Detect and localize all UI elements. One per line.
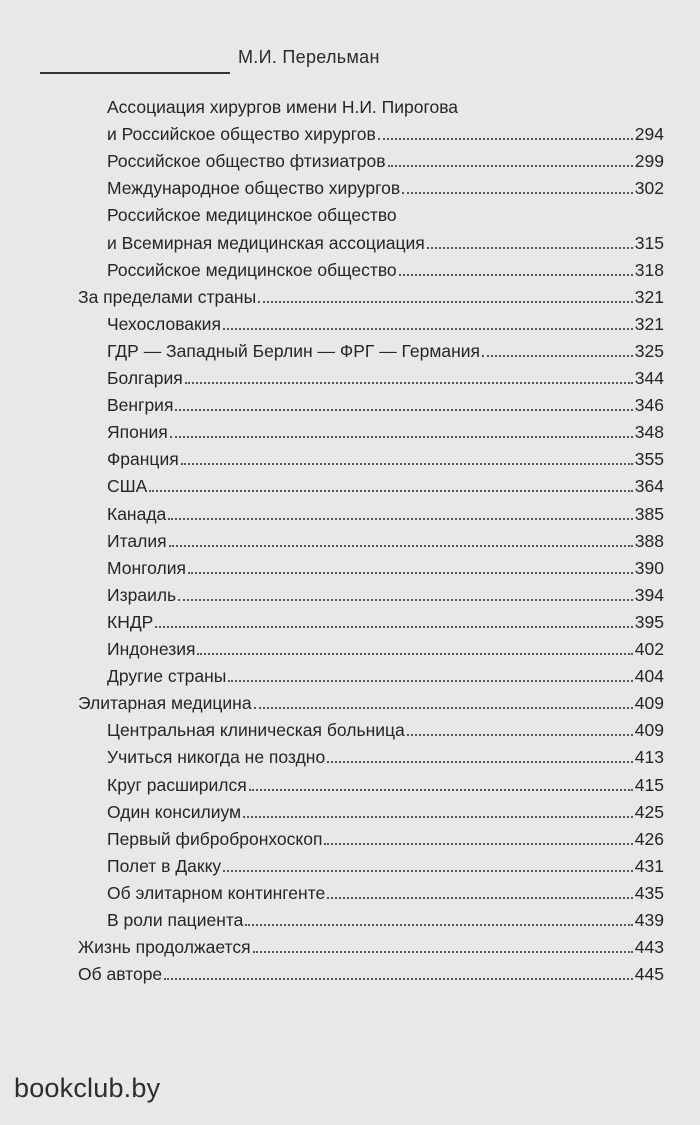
toc-entry-title: Один консилиум (107, 801, 242, 822)
toc-entry-page: 299 (634, 151, 664, 172)
dot-leader (258, 301, 633, 303)
dot-leader (327, 897, 633, 899)
toc-entry (107, 119, 664, 145)
toc-entry-title: и Российское общество хирургов (107, 124, 376, 145)
dot-leader (164, 978, 633, 980)
toc-entry-page: 425 (634, 801, 664, 822)
toc-entry-page: 431 (634, 855, 664, 876)
toc-entry-title: Жизнь продолжается (78, 937, 251, 958)
toc-entry-title: и Всемирная медицинская ассоциация (107, 232, 425, 253)
toc-entry-title: Полет в Дакку (107, 855, 222, 876)
dot-leader (327, 761, 633, 763)
dot-leader (178, 599, 633, 601)
toc-entry-page: 346 (634, 395, 664, 416)
toc-entry-page: 439 (634, 910, 664, 930)
toc-entry (107, 742, 664, 768)
dot-leader (197, 653, 632, 655)
header-rule (40, 72, 230, 74)
dot-leader (254, 707, 633, 709)
dot-leader (245, 924, 632, 926)
toc-entry (107, 770, 664, 796)
toc-entry (107, 255, 664, 281)
toc-entry (107, 363, 664, 389)
toc-entry-page: 302 (634, 178, 664, 199)
toc-entry-title: Израиль (107, 584, 177, 605)
toc-entry (78, 688, 664, 714)
toc-entry-page: 390 (634, 557, 664, 578)
dot-leader (324, 843, 632, 845)
toc-entry (107, 146, 664, 172)
toc-entry-page: 355 (634, 449, 664, 470)
dot-leader (399, 274, 633, 276)
toc-entry-title: Италия (107, 530, 167, 551)
toc-entry (107, 471, 664, 497)
toc-entry-title: Об авторе (78, 964, 163, 985)
toc-entry (78, 959, 664, 985)
toc-entry-title: Франция (107, 449, 179, 470)
toc-entry-title: США (107, 476, 148, 497)
toc-entry-page: 364 (634, 476, 664, 497)
dot-leader (482, 355, 633, 357)
toc-entry-title: Индонезия (107, 639, 196, 659)
toc-entry-title: Элитарная медицина (78, 693, 252, 714)
toc-entry (78, 932, 664, 958)
toc-entry (107, 580, 664, 606)
toc-entry (107, 851, 664, 877)
toc-entry-title: Российское медицинское общество (107, 259, 397, 280)
toc-entry (107, 715, 664, 741)
toc-entry-title: Первый фибробронхоскоп (107, 828, 323, 849)
dot-leader (402, 192, 633, 194)
toc-entry-title: Российское медицинское общество (107, 205, 397, 226)
dot-leader (169, 545, 633, 547)
toc-entry (107, 200, 664, 226)
toc-entry-title: Центральная клиническая больница (107, 720, 405, 741)
toc-entry-title: В роли пациента (107, 910, 244, 930)
dot-leader (188, 572, 633, 574)
toc-entry-title: Другие страны (107, 666, 227, 687)
toc-entry-page: 315 (634, 232, 664, 253)
dot-leader (149, 490, 632, 492)
page-header (0, 0, 700, 80)
dot-leader (223, 870, 633, 872)
toc-entry-page: 409 (634, 693, 664, 714)
toc-entry (107, 878, 664, 904)
dot-leader (170, 436, 633, 438)
toc-entry-page: 385 (634, 503, 664, 524)
toc-entry (107, 444, 664, 470)
dot-leader (181, 463, 633, 465)
toc-entry-title: Канада (107, 503, 167, 524)
toc-entry-title: Япония (107, 422, 168, 443)
running-head-author: М.И. Перельман (238, 47, 380, 67)
toc-entry (107, 526, 664, 552)
toc-entry (107, 824, 664, 850)
dot-leader (388, 165, 633, 167)
toc-entry-page: 325 (634, 340, 664, 361)
toc-entry-title: Чехословакия (107, 313, 221, 334)
toc-entry (107, 173, 664, 199)
toc-entry-page: 443 (634, 937, 664, 958)
dot-leader (185, 382, 633, 384)
toc-entry-title: ГДР — Западный Берлин — ФРГ — Германия (107, 340, 481, 361)
toc-entry-page: 409 (634, 720, 664, 741)
toc-entry (107, 607, 664, 633)
dot-leader (407, 734, 633, 736)
toc-entry-title: Учиться никогда не поздно (107, 747, 326, 768)
toc-entry-title: Международное общество хирургов (107, 178, 401, 199)
dot-leader (378, 138, 633, 140)
dot-leader (155, 626, 632, 628)
toc-entry-page: 344 (634, 368, 664, 388)
toc-entry (107, 634, 664, 660)
toc-entry-title: Ассоциация хирургов имени Н.И. Пирогова (107, 97, 459, 117)
toc-entry (107, 499, 664, 525)
toc-entry-title: За пределами страны (78, 286, 257, 307)
toc-entry-page: 402 (634, 639, 664, 659)
toc-entry-page: 426 (634, 828, 664, 849)
dot-leader (175, 409, 632, 411)
toc-entry-page: 318 (634, 259, 664, 280)
toc-entry (78, 282, 664, 308)
dot-leader (249, 789, 633, 791)
dot-leader (243, 816, 633, 818)
watermark-text: bookclub.by (14, 1073, 161, 1103)
toc-entry-page: 388 (634, 530, 664, 551)
toc-entry-title: Об элитарном контингенте (107, 882, 326, 903)
toc-entry-page: 435 (634, 882, 664, 903)
toc-entry-page: 395 (634, 611, 664, 632)
toc-entry-title: Монголия (107, 557, 186, 578)
toc-entry-title: КНДР (107, 611, 154, 632)
dot-leader (253, 951, 633, 953)
dot-leader (228, 680, 632, 682)
toc-entry (107, 553, 664, 579)
dot-leader (427, 247, 633, 249)
toc-entry (107, 309, 664, 335)
toc-entry-page: 348 (634, 422, 664, 443)
toc-entry-page: 321 (634, 313, 664, 334)
toc-entry-title: Венгрия (107, 395, 174, 416)
toc-entry-title: Болгария (107, 368, 183, 388)
toc-entry-page: 415 (634, 774, 664, 795)
toc-entry (107, 417, 664, 443)
toc-entry-title: Круг расширился (107, 774, 247, 795)
toc-entry-page: 321 (634, 286, 664, 307)
toc-entry (107, 228, 664, 254)
toc-entry (107, 390, 664, 416)
toc-entry-title: Российское общество фтизиатров (107, 151, 386, 172)
dot-leader (223, 328, 633, 330)
toc-entry (107, 905, 664, 931)
toc-entry (107, 92, 664, 118)
toc-entry-page: 294 (634, 124, 664, 145)
toc-entry-page: 413 (634, 747, 664, 768)
toc-entry (107, 336, 664, 362)
toc-entry-page: 394 (634, 584, 664, 605)
dot-leader (168, 518, 633, 520)
toc-entry-page: 445 (634, 964, 664, 985)
toc-entry-page: 404 (634, 666, 664, 687)
toc-entry (107, 797, 664, 823)
toc-entry (107, 661, 664, 687)
